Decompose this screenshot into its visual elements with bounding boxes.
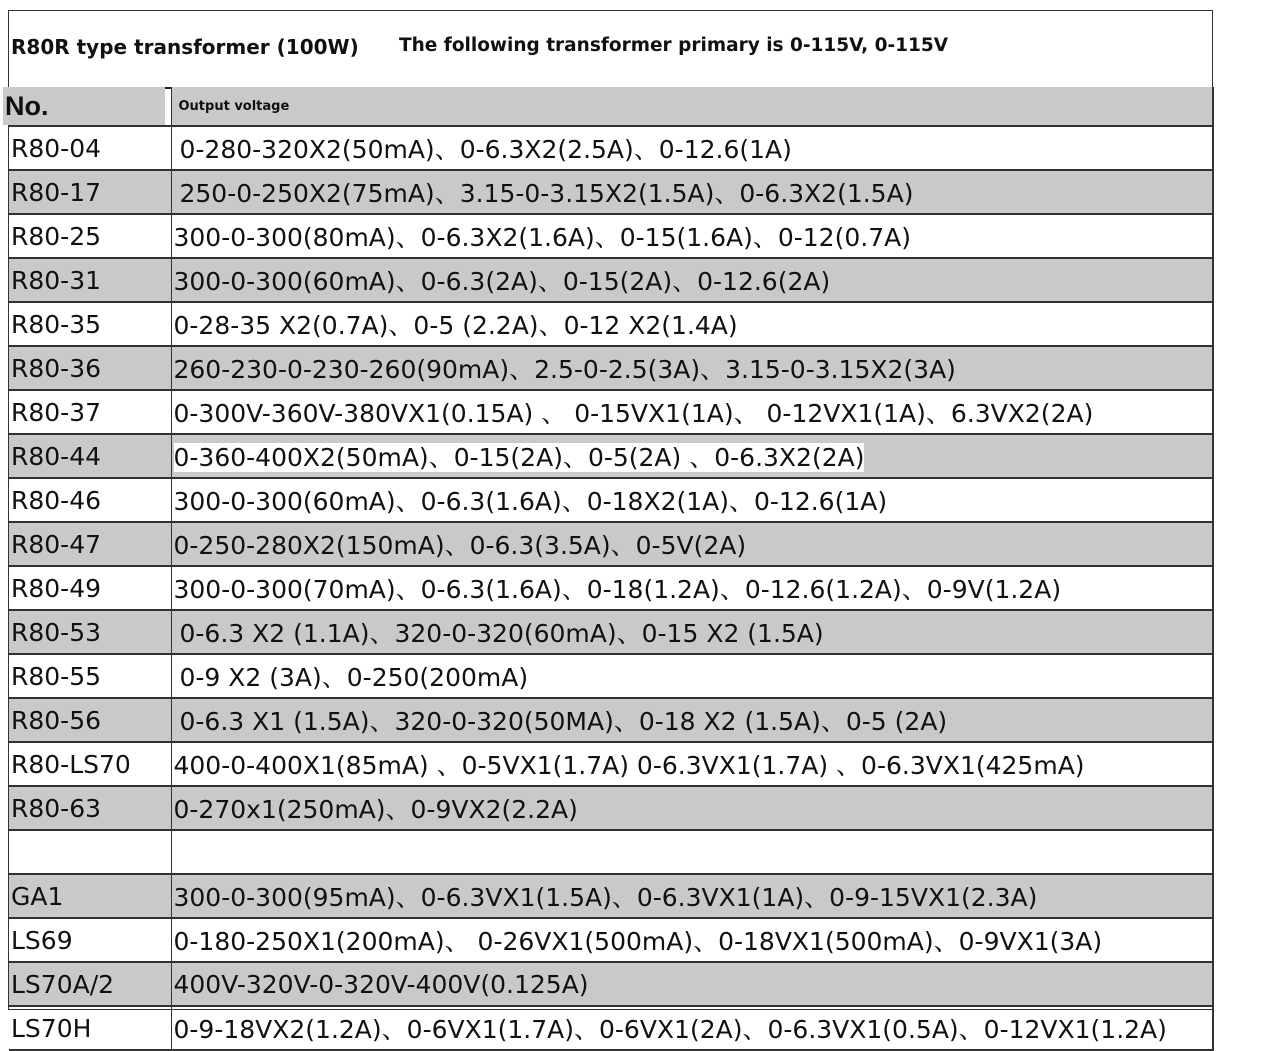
output-voltage — [171, 830, 1213, 874]
output-voltage: 0-6.3 X2 (1.1A)、320-0-320(60mA)、0-15 X2 (1.5A) — [171, 610, 1213, 654]
model-number: R80-56 — [9, 698, 171, 742]
transformer-spec-sheet — [5, 10, 1213, 1044]
table-row — [9, 566, 1213, 610]
table-row — [9, 874, 1213, 918]
output-voltage-text: 0-360-400X2(50mA)、0-15(2A)、0-5(2A) 、0-6.3X2(2A) — [173, 443, 865, 472]
output-voltage: 0-9 X2 (3A)、0-250(200mA) — [171, 654, 1213, 698]
table-row — [9, 346, 1213, 390]
transformer-table — [5, 87, 1214, 1051]
table-row — [9, 962, 1213, 1006]
output-voltage: 0-9-18VX2(1.2A)、0-6VX1(1.7A)、0-6VX1(2A)、0-6.3VX1(0.5A)、0-12VX1(1.2A) — [171, 1006, 1213, 1050]
table-row — [9, 610, 1213, 654]
model-number: R80-36 — [9, 346, 171, 390]
table-row — [9, 830, 1213, 874]
model-number: LS70A/2 — [9, 962, 171, 1006]
table-row — [9, 214, 1213, 258]
table-row — [9, 126, 1213, 170]
model-number — [9, 830, 171, 874]
table-row — [9, 918, 1213, 962]
model-number: R80-47 — [9, 522, 171, 566]
table-row — [9, 522, 1213, 566]
model-number: R80-31 — [9, 258, 171, 302]
model-number: R80-37 — [9, 390, 171, 434]
header-output-voltage: Output voltage — [171, 87, 1213, 126]
model-number: LS69 — [9, 918, 171, 962]
output-voltage: 0-250-280X2(150mA)、0-6.3(3.5A)、0-5V(2A) — [171, 522, 1213, 566]
model-number: R80-46 — [9, 478, 171, 522]
output-voltage: 0-28-35 X2(0.7A)、0-5 (2.2A)、0-12 X2(1.4A) — [171, 302, 1213, 346]
output-voltage: 0-280-320X2(50mA)、0-6.3X2(2.5A)、0-12.6(1A) — [171, 126, 1213, 170]
model-number: R80-25 — [9, 214, 171, 258]
table-row — [9, 742, 1213, 786]
table-row — [9, 258, 1213, 302]
table-row — [9, 170, 1213, 214]
table-row — [9, 1006, 1213, 1050]
output-voltage: 300-0-300(60mA)、0-6.3(1.6A)、0-18X2(1A)、0-12.6(1A) — [171, 478, 1213, 522]
model-number: R80-LS70 — [9, 742, 171, 786]
output-voltage: 300-0-300(95mA)、0-6.3VX1(1.5A)、0-6.3VX1(1A)、0-9-15VX1(2.3A) — [171, 874, 1213, 918]
table-row — [9, 434, 1213, 478]
primary-note: The following transformer primary is 0-115V, 0-115V — [399, 35, 949, 56]
model-number: R80-53 — [9, 610, 171, 654]
table-row — [9, 698, 1213, 742]
model-number: R80-63 — [9, 786, 171, 830]
output-voltage: 400V-320V-0-320V-400V(0.125A) — [171, 962, 1213, 1006]
model-number: R80-04 — [9, 126, 171, 170]
model-number: GA1 — [9, 874, 171, 918]
model-number: R80-17 — [9, 170, 171, 214]
table-row — [9, 390, 1213, 434]
output-voltage: 400-0-400X1(85mA) 、0-5VX1(1.7A) 0-6.3VX1(1.7A) 、0-6.3VX1(425mA) — [171, 742, 1213, 786]
output-voltage: 260-230-0-230-260(90mA)、2.5-0-2.5(3A)、3.15-0-3.15X2(3A) — [171, 346, 1213, 390]
output-voltage: 0-180-250X1(200mA)、 0-26VX1(500mA)、0-18VX1(500mA)、0-9VX1(3A) — [171, 918, 1213, 962]
table-row — [9, 478, 1213, 522]
table-header-row — [9, 87, 1213, 126]
model-number: R80-44 — [9, 434, 171, 478]
output-voltage: 300-0-300(70mA)、0-6.3(1.6A)、0-18(1.2A)、0-12.6(1.2A)、0-9V(1.2A) — [171, 566, 1213, 610]
model-number: R80-49 — [9, 566, 171, 610]
table-row — [9, 786, 1213, 830]
output-voltage: 0-300V-360V-380VX1(0.15A) 、 0-15VX1(1A)、 0-12VX1(1A)、6.3VX2(2A) — [171, 390, 1213, 434]
title-row — [9, 11, 1212, 89]
header-no: No. — [3, 87, 165, 126]
model-number: R80-35 — [9, 302, 171, 346]
output-voltage: 250-0-250X2(75mA)、3.15-0-3.15X2(1.5A)、0-6.3X2(1.5A) — [171, 170, 1213, 214]
sheet-title: R80R type transformer (100W) — [11, 35, 359, 59]
table-row — [9, 654, 1213, 698]
output-voltage — [171, 434, 1213, 478]
table-row — [9, 302, 1213, 346]
output-voltage: 300-0-300(80mA)、0-6.3X2(1.6A)、0-15(1.6A)、0-12(0.7A) — [171, 214, 1213, 258]
model-number: R80-55 — [9, 654, 171, 698]
output-voltage: 300-0-300(60mA)、0-6.3(2A)、0-15(2A)、0-12.6(2A) — [171, 258, 1213, 302]
output-voltage: 0-270x1(250mA)、0-9VX2(2.2A) — [171, 786, 1213, 830]
output-voltage: 0-6.3 X1 (1.5A)、320-0-320(50MA)、0-18 X2 (1.5A)、0-5 (2A) — [171, 698, 1213, 742]
model-number: LS70H — [9, 1006, 171, 1050]
